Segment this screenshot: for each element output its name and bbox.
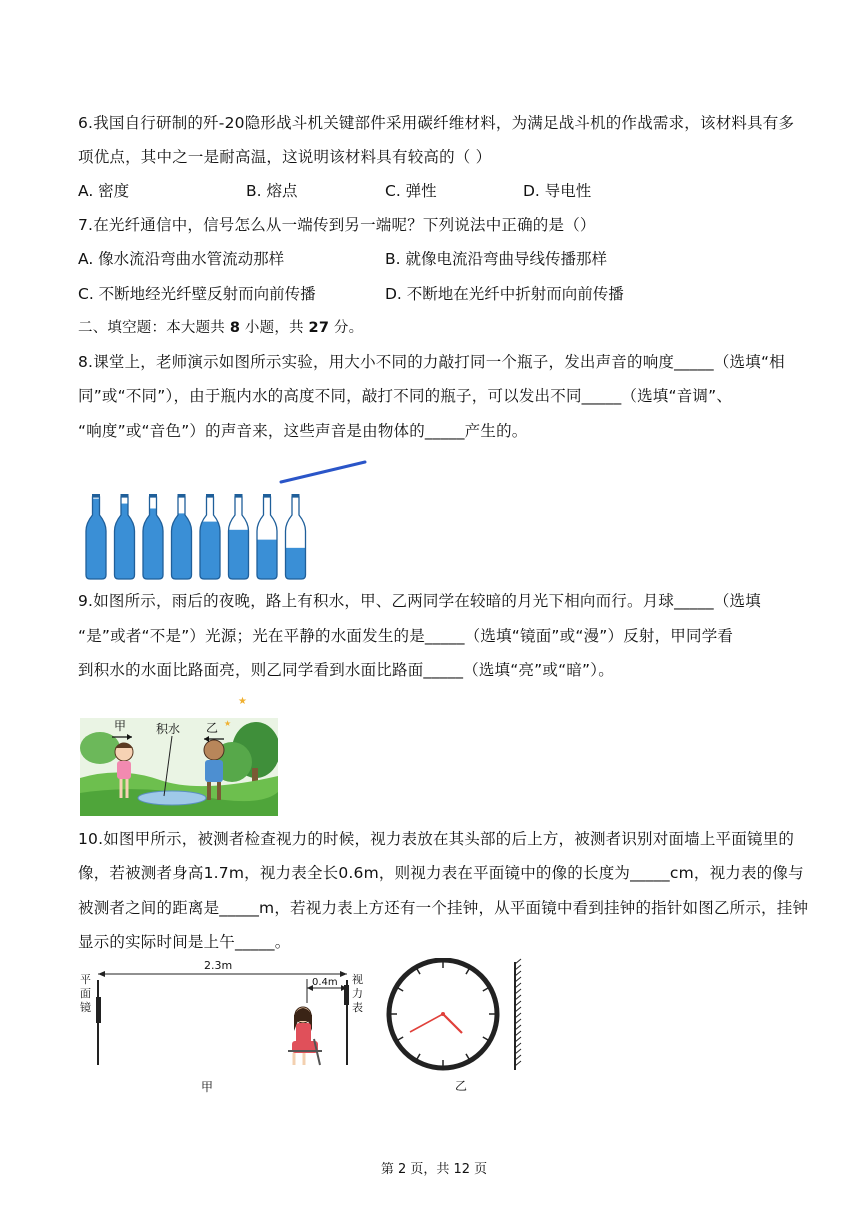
svg-text:★: ★	[224, 719, 232, 728]
label-puddle: 积水	[156, 722, 181, 736]
bottle-lip	[235, 494, 243, 497]
puddle	[138, 791, 206, 805]
q8-stem-line3: “响度”或“音色”）的声音来，这些声音是由物体的_____产生的。	[78, 422, 528, 440]
q6-stem-line2: 项优点，其中之一是耐高温，这说明该材料具有较高的（ ）	[78, 148, 492, 166]
bottle-lip	[92, 494, 100, 497]
bottle-water	[115, 504, 135, 579]
q7-option-d: D. 不断地在光纤中折射而向前传播	[385, 285, 624, 303]
mirror-label-2: 面	[80, 987, 91, 1000]
caption-jia: 甲	[201, 1080, 214, 1094]
bottle-lip	[121, 494, 129, 497]
section-middle: 小题，共	[240, 320, 309, 336]
distance-small: 0.4m	[312, 977, 338, 988]
q7-option-b: B. 就像电流沿弯曲导线传播那样	[385, 250, 607, 268]
q10-stem-line3: 被测者之间的距离是_____m，若视力表上方还有一个挂钟，从平面镜中看到挂钟的指针如图乙所示，挂钟	[78, 899, 809, 917]
section-fill-in-header	[78, 317, 363, 339]
chart-label-2: 力	[352, 987, 363, 1000]
page-footer: 第 2 页，共 12 页	[380, 1162, 488, 1177]
q6-option-d: D. 导电性	[523, 182, 592, 200]
q6-option-b: B. 熔点	[246, 182, 298, 200]
section-score: 27	[308, 320, 330, 336]
bottle-water	[200, 522, 220, 579]
bottle-water	[229, 530, 249, 579]
q10-stem-line1: 10.如图甲所示，被测者检查视力的时候，视力表放在其头部的后上方，被测者识别对面墙上平面镜里的	[78, 830, 795, 848]
person-b	[205, 760, 223, 782]
q6-option-a: A. 密度	[78, 182, 130, 200]
bottle-water	[286, 548, 306, 579]
q10-stem-line2: 像，若被测者身高1.7m，视力表全长0.6m，则视力表在平面镜中的像的长度为_____cm，视力表的像与	[78, 864, 804, 882]
bottle-lip	[263, 494, 271, 497]
q7-option-a: A. 像水流沿弯曲水管流动那样	[78, 250, 285, 268]
plane-mirror	[96, 997, 101, 1023]
mirror-label-1: 平	[80, 973, 91, 986]
eye-test-figure	[78, 955, 378, 1095]
bottle-lip	[178, 494, 186, 497]
q9-stem-line3: 到积水的水面比路面亮，则乙同学看到水面比路面_____（选填“亮”或“暗”）。	[78, 661, 614, 679]
q10-stem-line4: 显示的实际时间是上午_____。	[78, 933, 291, 951]
person-a	[117, 761, 131, 779]
bottle-water	[172, 513, 192, 579]
q6-stem-line1: 6.我国自行研制的歼-20隐形战斗机关键部件采用碳纤维材料，为满足战斗机的作战需求，该材料具有多	[78, 114, 795, 132]
mirror-label-3: 镜	[80, 1001, 91, 1014]
bottles-figure	[78, 455, 378, 585]
q8-stem-line2: 同”或“不同”），由于瓶内水的高度不同，敲打不同的瓶子，可以发出不同_____（选填“音调”、	[78, 387, 733, 405]
chart-label-3: 表	[352, 1001, 363, 1014]
distance-total: 2.3m	[204, 959, 233, 972]
q7-stem: 7.在光纤通信中，信号怎么从一端传到另一端呢？下列说法中正确的是（）	[78, 216, 596, 234]
bottle-water	[86, 499, 106, 579]
caption-yi: 乙	[455, 1079, 468, 1092]
q6-option-c: C. 弹性	[385, 182, 437, 200]
seated-person	[288, 1007, 322, 1065]
label-jia: 甲	[114, 719, 127, 733]
q8-stem-line1: 8.课堂上，老师演示如图所示实验，用大小不同的力敲打同一个瓶子，发出声音的响度_____（选填“相	[78, 353, 785, 371]
section-prefix: 二、填空题：本大题共	[78, 320, 230, 336]
chart-label-1: 视	[352, 973, 363, 986]
bottle-water	[257, 540, 277, 579]
label-yi: 乙	[206, 721, 219, 735]
section-count: 8	[229, 320, 241, 336]
night-scene-figure	[80, 688, 278, 816]
q9-stem-line2: “是”或者“不是”）光源；光在平静的水面发生的是_____（选填“镜面”或“漫”）反射，甲同学看	[78, 627, 734, 645]
bottle-lip	[206, 494, 214, 497]
bottle-lip	[292, 494, 300, 497]
q9-stem-line1: 9.如图所示，雨后的夜晚，路上有积水，甲、乙两同学在较暗的月光下相向而行。月球_____（选填	[78, 592, 761, 610]
wall-hatch-line	[515, 959, 521, 964]
bottle-lip	[149, 494, 157, 497]
clock-figure	[385, 958, 525, 1092]
section-suffix: 分。	[329, 320, 364, 336]
tapping-stick	[281, 462, 365, 482]
star-icon: ★	[238, 696, 247, 707]
q7-option-c: C. 不断地经光纤壁反射而向前传播	[78, 285, 316, 303]
